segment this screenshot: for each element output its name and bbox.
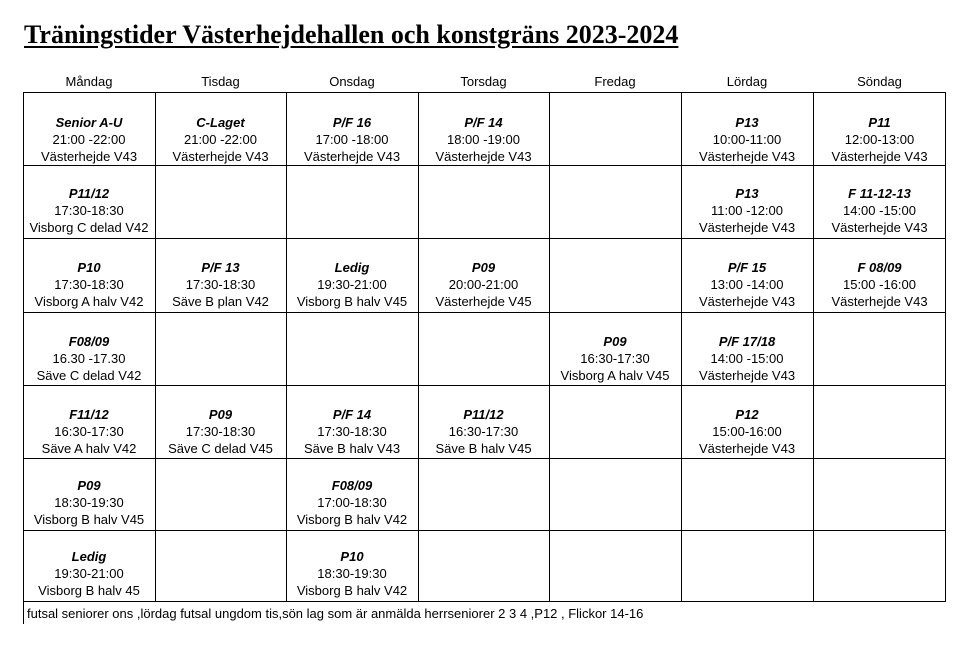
venue: Västerhejde V43 [698,441,796,456]
team-name: Ledig [71,549,107,564]
venue: Visborg B halv V42 [296,512,408,527]
team-name: P/F 16 [332,115,372,130]
time-slot: 17:30-18:30 [317,424,387,439]
schedule-entry [813,259,946,310]
venue: Västerhejde V43 [698,368,796,383]
day-header: Torsdag [460,74,507,89]
venue: Säve C delad V42 [36,368,142,383]
venue: Säve B plan V42 [172,294,269,309]
schedule-entry [286,548,418,599]
venue: Säve B halv V45 [435,441,532,456]
time-slot: 12:00-13:00 [844,132,915,147]
venue: Visborg B halv V42 [296,583,408,598]
team-name: P12 [735,407,759,422]
venue: Visborg C delad V42 [29,220,149,235]
time-slot: 17:30-18:30 [54,277,124,292]
team-name: P09 [77,478,101,493]
time-slot: 20:00-21:00 [448,277,519,292]
schedule-entry [23,114,155,165]
schedule-entry [813,114,946,165]
page-title: Träningstider Västerhejdehallen och konstgräns 2023-2024 [24,20,679,49]
schedule-entry [155,406,286,457]
schedule-table [23,92,946,602]
team-name: P13 [735,115,759,130]
schedule-entry [681,406,813,457]
weekday-header-row [23,74,946,92]
time-slot: 17:00-18:30 [317,495,387,510]
time-slot: 18:30-19:30 [54,495,124,510]
team-name: P09 [603,334,627,349]
schedule-entry [155,114,286,165]
venue: Säve A halv V42 [41,441,137,456]
time-slot: 17:30-18:30 [54,203,124,218]
time-slot: 16:30-17:30 [448,424,519,439]
table-horizontal-rule [23,530,946,531]
table-left-extension-line [23,602,24,624]
schedule-entry [681,333,813,384]
time-slot: 15:00-16:00 [712,424,782,439]
team-name: F11/12 [69,407,109,422]
table-horizontal-rule [23,601,946,602]
table-horizontal-rule [23,458,946,459]
venue: Säve C delad V45 [168,441,273,456]
schedule-entry [23,477,155,528]
time-slot: 17:30-18:30 [185,424,256,439]
schedule-entry [23,259,155,310]
table-horizontal-rule [23,238,946,239]
table-horizontal-rule [23,165,946,166]
venue: Visborg A halv V45 [560,368,670,383]
schedule-entry [418,406,549,457]
schedule-entry [549,333,681,384]
schedule-entry [23,185,155,236]
schedule-entry [681,114,813,165]
time-slot: 14:00 -15:00 [842,203,916,218]
venue: Visborg B halv V45 [296,294,408,309]
team-name: P/F 15 [727,260,767,275]
table-vertical-rule [155,92,156,602]
venue: Västerhejde V43 [698,294,796,309]
table-horizontal-rule [23,312,946,313]
table-horizontal-rule [23,92,946,93]
team-name: C-Laget [196,115,245,130]
time-slot: 19:30-21:00 [317,277,387,292]
schedule-entry [418,259,549,310]
schedule-entry [23,333,155,384]
team-name: P10 [77,260,101,275]
day-header: Tisdag [201,74,240,89]
team-name: P09 [471,260,496,275]
team-name: Senior A-U [55,115,123,130]
schedule-entry [155,259,286,310]
day-header: Fredag [594,74,636,89]
time-slot: 15:00 -16:00 [842,277,916,292]
table-vertical-rule [418,92,419,602]
team-name: P11/12 [68,186,110,201]
team-name: F 08/09 [857,260,902,275]
schedule-entry [23,548,155,599]
venue: Västerhejde V45 [435,294,532,309]
team-name: P/F 17/18 [718,334,776,349]
schedule-entry [286,477,418,528]
day-header: Söndag [857,74,902,89]
team-name: P/F 13 [201,260,240,275]
table-vertical-rule [945,92,946,602]
team-name: P13 [735,186,759,201]
time-slot: 16.30 -17.30 [52,351,126,366]
time-slot: 18:30-19:30 [317,566,387,581]
team-name: Ledig [334,260,370,275]
team-name: F08/09 [68,334,110,349]
venue: Västerhejde V43 [172,149,269,164]
time-slot: 17:00 -18:00 [315,132,389,147]
schedule-entry [681,185,813,236]
team-name: P/F 14 [332,407,372,422]
time-slot: 18:00 -19:00 [446,132,520,147]
table-horizontal-rule [23,385,946,386]
venue: Västerhejde V43 [698,149,796,164]
time-slot: 13:00 -14:00 [710,277,784,292]
time-slot: 14:00 -15:00 [710,351,784,366]
time-slot: 10:00-11:00 [712,132,782,147]
venue: Västerhejde V43 [303,149,401,164]
schedule-entry [286,259,418,310]
team-name: P09 [208,407,233,422]
schedule-entry [286,114,418,165]
time-slot: 19:30-21:00 [54,566,124,581]
venue: Säve B halv V43 [303,441,401,456]
time-slot: 17:30-18:30 [185,277,256,292]
schedule-entry [681,259,813,310]
venue: Visborg B halv V45 [33,512,145,527]
time-slot: 21:00 -22:00 [183,132,257,147]
team-name: F 11-12-13 [848,186,911,201]
time-slot: 16:30-17:30 [54,424,124,439]
schedule-entry [813,185,946,236]
day-header: Onsdag [329,74,375,89]
time-slot: 11:00 -12:00 [710,203,784,218]
schedule-entry [418,114,549,165]
day-header: Måndag [65,74,113,89]
venue: Visborg A halv V42 [34,294,144,309]
team-name: P10 [340,549,364,564]
time-slot: 16:30-17:30 [580,351,650,366]
venue: Västerhejde V43 [40,149,138,164]
footer-note: futsal seniorer ons ,lördag futsal ungdom tis,sön lag som är anmälda herrseniorer 2 3 4 ,P12 , Flickor 14-16 [27,606,644,621]
team-name: P/F 14 [464,115,503,130]
venue: Västerhejde V43 [698,220,796,235]
table-vertical-rule [813,92,814,602]
team-name: F08/09 [331,478,373,493]
day-header: Lördag [726,74,768,89]
venue: Västerhejde V43 [831,220,928,235]
time-slot: 21:00 -22:00 [52,132,126,147]
team-name: P11/12 [463,407,504,422]
venue: Västerhejde V43 [435,149,532,164]
schedule-entry [286,406,418,457]
team-name: P11 [868,115,891,130]
venue: Västerhejde V43 [831,294,928,309]
venue: Västerhejde V43 [831,149,928,164]
venue: Visborg B halv 45 [38,583,140,598]
schedule-entry [23,406,155,457]
